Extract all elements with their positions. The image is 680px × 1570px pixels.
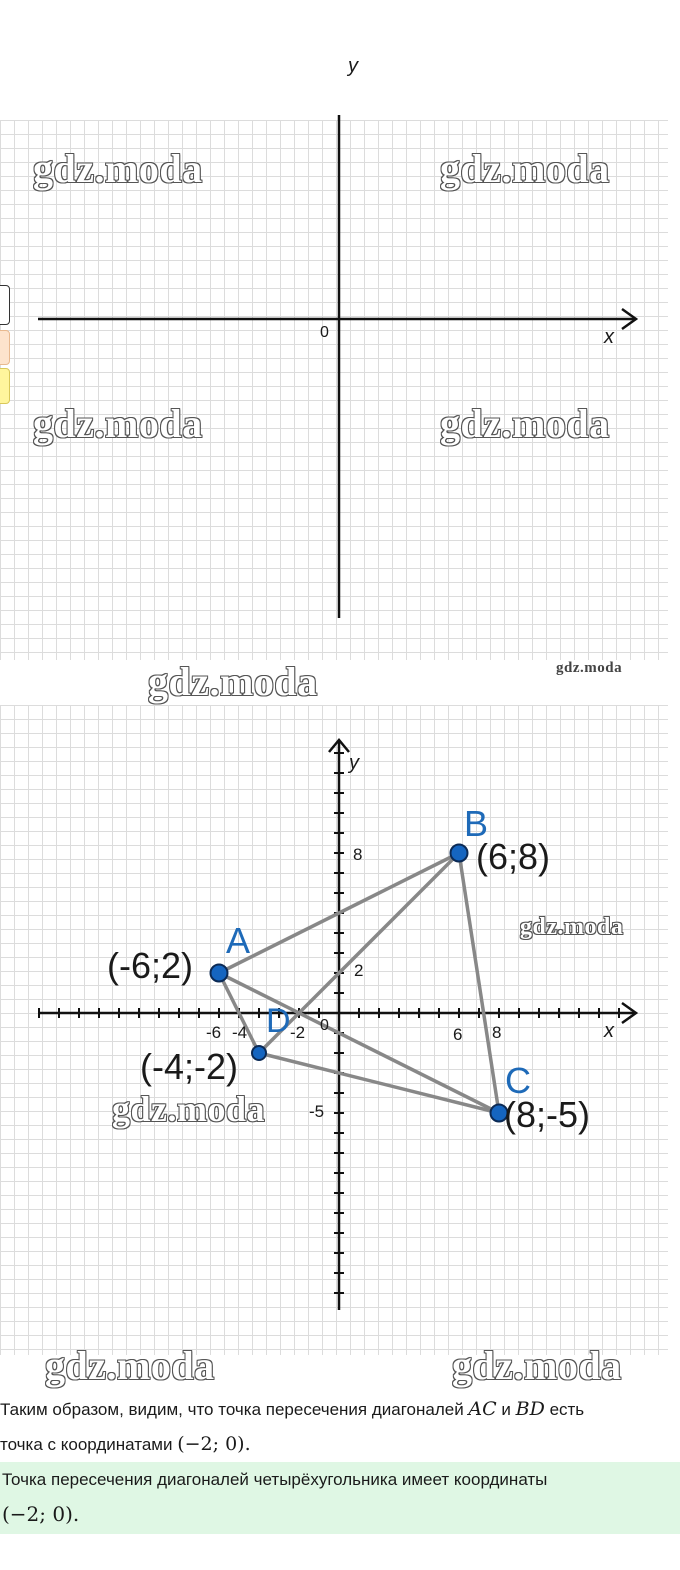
tick-label-y: 8 <box>353 845 363 864</box>
fig2-y-label: y <box>349 752 359 774</box>
answer-box <box>0 1462 680 1534</box>
point-label-b: B <box>464 803 489 844</box>
math-ac: AC <box>468 1398 497 1420</box>
point-d <box>252 1046 266 1060</box>
tick-label-y: -5 <box>309 1102 325 1121</box>
watermark: gdz.moda <box>148 659 318 704</box>
tick-label-x: 6 <box>453 1025 463 1044</box>
tick-label-x: -4 <box>232 1023 248 1042</box>
watermark: gdz.moda <box>45 1343 215 1388</box>
tick-label-x: 8 <box>492 1023 502 1042</box>
point-label-d: D <box>266 1002 291 1040</box>
conclusion-text-end: есть <box>544 1400 585 1419</box>
fig1-y-label: y <box>348 55 358 77</box>
answer-text: Точка пересечения диагоналей четырёхугольника имеет координаты <box>2 1470 548 1489</box>
fig1-x-label: x <box>604 326 614 348</box>
fig2-x-label: x <box>604 1020 614 1042</box>
point-coords-c: (8;-5) <box>504 1094 591 1135</box>
watermark: gdz.moda <box>440 401 610 446</box>
watermark: gdz.moda <box>520 914 624 940</box>
point-coords-a: (-6;2) <box>107 945 194 986</box>
point-label-c: C <box>505 1060 531 1101</box>
conclusion-paragraph <box>0 1393 680 1426</box>
watermark: gdz.moda <box>33 146 203 191</box>
point-b <box>451 845 468 862</box>
tick-label-x: -2 <box>290 1023 306 1042</box>
fig1-origin-label: 0 <box>320 324 329 341</box>
watermark: gdz.moda <box>33 401 203 446</box>
point-coords-b: (6;8) <box>476 836 551 877</box>
conclusion-and: и <box>496 1400 516 1419</box>
segment-bc <box>459 853 502 1113</box>
point-a <box>211 965 228 982</box>
tick-label-x: -6 <box>206 1023 222 1042</box>
watermark-small: gdz.moda <box>556 660 623 676</box>
math-bd: BD <box>515 1398 545 1420</box>
math-coords: (−2; 0). <box>177 1433 251 1455</box>
point-coords-d: (-4;-2) <box>140 1046 238 1087</box>
watermark: gdz.moda <box>112 1089 266 1129</box>
tick-label-y: 2 <box>354 961 364 980</box>
watermark: gdz.moda <box>440 146 610 191</box>
conclusion-text: Таким образом, видим, что точка пересечения диагоналей <box>0 1400 469 1419</box>
conclusion-paragraph-2 <box>0 1428 680 1461</box>
point-label-a: A <box>226 920 251 961</box>
answer-coords: (−2; 0). <box>2 1502 80 1526</box>
watermark: gdz.moda <box>452 1343 622 1388</box>
segment-cd <box>259 1053 499 1113</box>
conclusion-text-2: точка с координатами <box>0 1435 178 1454</box>
fig2-origin-label: 0 <box>320 1017 329 1034</box>
